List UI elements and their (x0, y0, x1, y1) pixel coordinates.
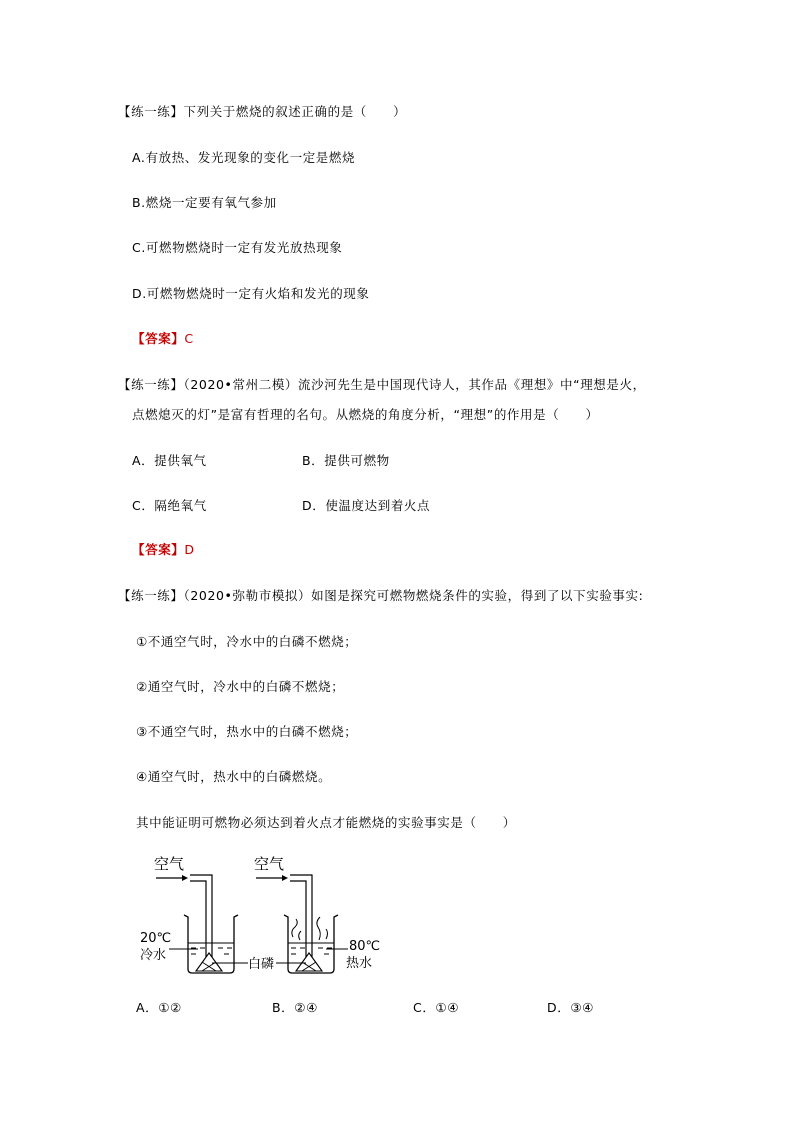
phosphorus-holder-right (296, 953, 322, 971)
q3-option-a: A．①② (136, 1000, 182, 1015)
phosphorus-holder-left (196, 953, 222, 971)
q2-answer-value: D (184, 542, 195, 557)
q3-stem: 【练一练】（2020•弥勒市模拟）如图是探究可燃物燃烧条件的实验，得到了以下实验事实: (118, 588, 644, 603)
phosphorus-label: 白磷 (248, 957, 275, 972)
q2-option-a: A．提供氧气 (132, 453, 207, 468)
q1-answer-label: 【答案】 (132, 331, 185, 346)
q3-option-d: D．③④ (547, 1000, 594, 1015)
q2-option-d: D．使温度达到着火点 (302, 498, 431, 513)
beaker-right (284, 915, 338, 973)
q2-stem-line2: 点燃熄灭的灯”是富有哲理的名句。从燃烧的角度分析，“理想”的作用是（ ） (132, 407, 599, 422)
air-label-right: 空气 (254, 855, 285, 873)
temp-cold-label: 20℃ (140, 931, 172, 946)
q3-fact-4: ④通空气时，热水中的白磷燃烧。 (136, 769, 332, 784)
q2-option-b: B．提供可燃物 (302, 453, 390, 468)
q2-option-c: C．隔绝氧气 (132, 498, 207, 513)
beaker-left (184, 915, 238, 973)
q1-answer (132, 331, 194, 347)
q2-stem-line1: 【练一练】（2020•常州二模）流沙河先生是中国现代诗人，其作品《理想》中“理想是火， (118, 377, 646, 392)
steam-right (292, 917, 328, 940)
experiment-figure (136, 845, 396, 980)
q1-option-a: A.有放热、发光现象的变化一定是燃烧 (132, 150, 356, 165)
q1-stem: 【练一练】下列关于燃烧的叙述正确的是（ ） (118, 104, 407, 119)
q2-answer-label: 【答案】 (132, 542, 185, 557)
q3-option-c: C．①④ (413, 1000, 460, 1015)
temp-hot-label: 80℃ (349, 939, 381, 954)
q3-fact-2: ②通空气时，冷水中的白磷不燃烧； (136, 679, 345, 694)
q1-option-c: C.可燃物燃烧时一定有发光放热现象 (132, 240, 343, 255)
q3-question: 其中能证明可燃物必须达到着火点才能燃烧的实验事实是（ ） (136, 815, 516, 830)
q1-option-d: D.可燃物燃烧时一定有火焰和发光的现象 (132, 286, 370, 301)
q3-fact-3: ③不通空气时，热水中的白磷不燃烧； (136, 724, 358, 739)
q1-answer-value: C (184, 331, 194, 346)
water-cold-label: 冷水 (140, 948, 167, 963)
water-hot-label: 热水 (346, 956, 373, 971)
air-tube-right (290, 875, 312, 957)
air-tube-left (190, 875, 212, 957)
q1-option-b: B.燃烧一定要有氧气参加 (132, 195, 277, 210)
q2-answer (132, 542, 195, 558)
air-arrowhead-right (282, 875, 288, 881)
q3-option-b: B．②④ (272, 1000, 318, 1015)
air-arrowhead-left (182, 875, 188, 881)
air-label-left: 空气 (154, 855, 185, 873)
q3-fact-1: ①不通空气时，冷水中的白磷不燃烧； (136, 634, 358, 649)
